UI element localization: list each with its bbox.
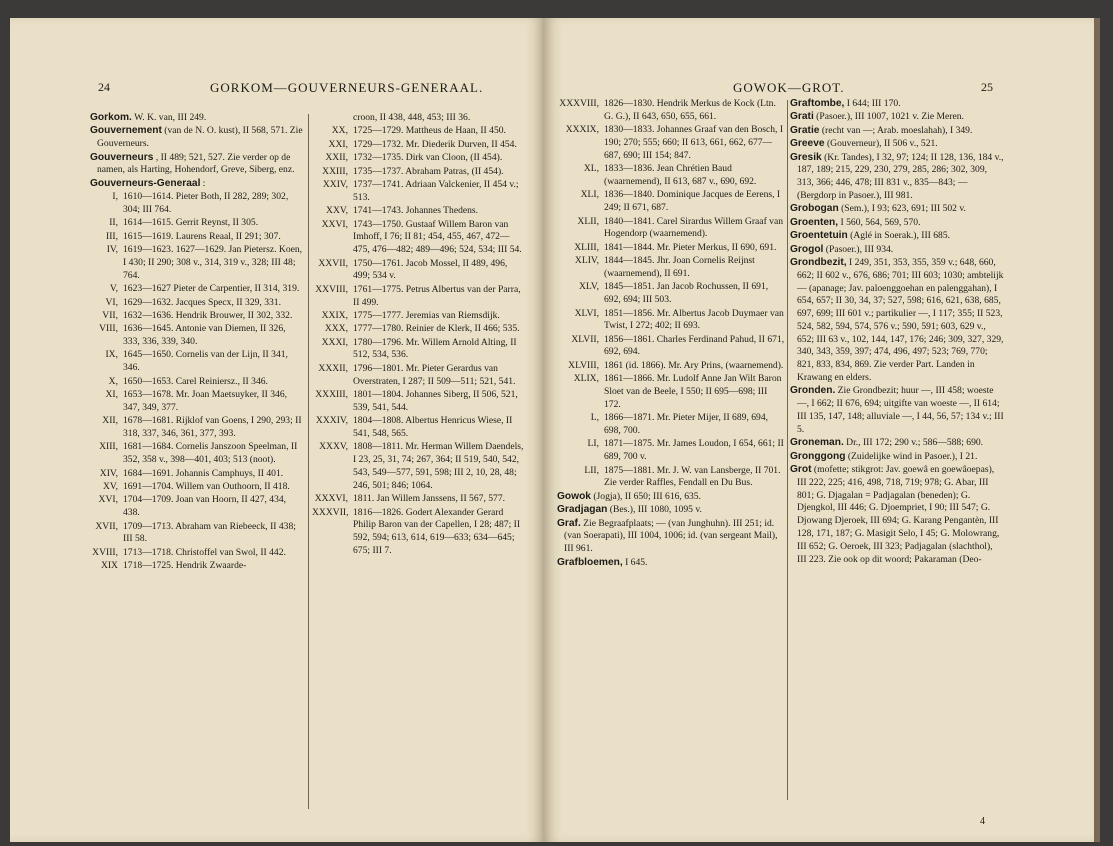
- governor-text: 1775—1777. Jeremias van Riemsdijk.: [353, 309, 500, 321]
- ordinal-number: XXVI,: [321, 218, 348, 230]
- left-page: [10, 18, 543, 842]
- entry-head: Groneman.: [790, 437, 844, 449]
- governor-text: 1836—1840. Dominique Jacques de Eerens, I 249; II 671, 687.: [604, 189, 781, 214]
- governor-text: 1833—1836. Jean Chrétien Baud (waarnemend), II 613, 687 v., 690, 692.: [604, 163, 757, 187]
- entry-text: (Jogja), II 650; III 616, 635.: [590, 490, 702, 502]
- entry-head: Grogol: [790, 243, 824, 255]
- ordinal-number: XLIX,: [573, 373, 599, 385]
- ordinal-number: XXIX,: [321, 309, 348, 321]
- index-entry: [90, 112, 304, 125]
- right-page: [543, 18, 1100, 842]
- governor-text: 1636—1645. Antonie van Diemen, II 326, 333, 336, 339, 340.: [123, 323, 286, 348]
- ordinal-number: XXXIX,: [565, 124, 599, 136]
- running-header-right: GOWOK—GROT.: [733, 80, 845, 95]
- governor-text: 1777—1780. Reinier de Klerk, II 466; 535.: [353, 323, 520, 335]
- index-entry: [557, 504, 785, 517]
- governor-entry: [557, 334, 785, 360]
- ordinal-number: XXIV,: [322, 178, 348, 190]
- governor-text: 1681—1684. Cornelis Janszoon Speelman, II 352, 358 v., 398—401, 403; 513 (noot).: [123, 441, 298, 466]
- ordinal-number: V,: [109, 283, 118, 295]
- entry-text: I 249, 351, 353, 355, 359 v.; 648, 660, 662; II 602 v., 676, 686; 701; III 603; 1030; ambtelijk — (apanage; Jav. paloenggoehan en palenggahan), I 654, 657; II 30, 34, 37; 527, 598; 616, 621, 638, 685, 697, 699; III 601 v.; partikulier —, I 117; 355; II 523, 524, 582, 594, 574, 576 v.; 590, 591; 603, 629 v., 652; III 63 v., 102, 144, 147, 176; 246; 309, 327, 329, 340, 343, 359, 397; 474, 496, 497; 523; 769, 770; 821, 833, 834, 869. Zie verder Part. Landen in Krawang en elders.: [797, 256, 1004, 384]
- right-column-2: [790, 98, 1004, 567]
- ordinal-number: XLIII,: [574, 241, 599, 253]
- index-entry: [790, 257, 1004, 385]
- governor-text: 1725—1729. Mattheus de Haan, II 450.: [353, 125, 506, 137]
- governor-text: 1653—1678. Mr. Joan Maetsuyker, II 346, 347, 349, 377.: [123, 389, 288, 413]
- governor-entry: [90, 494, 304, 520]
- governor-entry: [90, 349, 304, 375]
- ordinal-number: XXXVII,: [312, 506, 349, 518]
- entry-text: (Bes.), III 1080, 1095 v.: [607, 504, 702, 516]
- index-entry: [557, 557, 785, 570]
- entry-head: Gresik: [790, 151, 822, 163]
- index-entry: [790, 230, 1004, 243]
- governor-entry: [90, 310, 304, 323]
- entry-text: , II 489; 521, 527. Zie verder op de namen, als Harting, Hohendorf, Greve, Siberg, enz.: [97, 151, 295, 176]
- governor-text: 1750—1761. Jacob Mossel, II 489, 496, 499; 534 v.: [353, 257, 508, 282]
- governor-entry: [557, 438, 785, 464]
- ordinal-number: X,: [108, 375, 118, 387]
- entry-head: Gradjagan: [557, 504, 608, 516]
- ordinal-number: XIV,: [99, 467, 118, 479]
- governor-entry: [90, 521, 304, 547]
- governor-text: 1704—1709. Joan van Hoorn, II 427, 434, 438.: [123, 494, 287, 519]
- ordinal-number: XXXV,: [319, 441, 348, 453]
- entry-head: Gouvernement: [90, 125, 162, 137]
- governor-entry: [312, 166, 524, 179]
- index-entry: [790, 98, 1004, 111]
- governor-text: 1741—1743. Johannes Thedens.: [353, 205, 479, 217]
- left-column-2: [312, 112, 524, 558]
- entry-text: Zie Begraafplaats; — (van Junghuhn). III 251; id. (van Soerapati), III 1004, 1006; id. (van sergeant Mail), III 961.: [564, 517, 778, 555]
- ordinal-number: LI,: [587, 438, 599, 450]
- continuation-line: [312, 112, 524, 125]
- governor-text: 1619—1623. 1627—1629. Jan Pietersz. Koen, I 430; II 290; 308 v., 314, 319 v., 328; III 48; 764.: [123, 244, 303, 281]
- governor-text: 1761—1775. Petrus Albertus van der Parra, II 499.: [353, 283, 521, 308]
- page-number-left: 24: [98, 80, 110, 94]
- governor-entry: [312, 493, 524, 506]
- ordinal-number: XLII,: [577, 215, 599, 227]
- governor-entry: [312, 323, 524, 336]
- governor-entry: [90, 217, 304, 230]
- entry-text: :: [200, 177, 206, 189]
- governor-entry: [90, 283, 304, 296]
- governor-text: 1615—1619. Laurens Reaal, II 291; 307.: [123, 230, 281, 242]
- entry-head: Groentetuin: [790, 230, 848, 242]
- governor-text: 1684—1691. Johannis Camphuys, II 401.: [123, 467, 284, 479]
- governor-text: 1678—1681. Rijklof van Goens, I 290, 293; II 318, 337, 346, 361, 377, 393.: [123, 415, 302, 440]
- index-entry: [790, 464, 1004, 566]
- entry-text: Zie Grondbezit; huur —, III 458; woeste —, I 662; II 676, 694; uitgifte van woeste —, II 614; III 135, 147, 148; alluviale —, I 44, 56, 57; 134 v.; III 5.: [797, 385, 1004, 435]
- ordinal-number: XV,: [102, 481, 118, 492]
- ordinal-number: XLI,: [580, 189, 599, 201]
- index-entry: [790, 203, 1004, 216]
- ordinal-number: XLVII,: [571, 333, 599, 345]
- index-entry: [90, 178, 304, 191]
- right-column-1: [557, 98, 785, 570]
- entry-text: (van de N. O. kust), II 568, 571. Zie Gouverneurs.: [97, 125, 303, 150]
- ordinal-number: XXIII,: [322, 165, 348, 177]
- governor-entry: [90, 244, 304, 282]
- entry-head: Graftombe,: [790, 98, 845, 109]
- entry-text: (Kr. Tandes), I 32, 97; 124; II 128, 136, 184 v., 187, 189; 215, 229, 230, 279, 285, 286; 302, 309, 313, 366; 446, 478; III 831 v., 835—843; — (Bergdorp in Pasoer.), III 981.: [797, 151, 1004, 201]
- entry-head: Grafbloemen,: [557, 556, 623, 568]
- governor-entry: [312, 363, 524, 389]
- ordinal-number: VI,: [105, 296, 118, 308]
- governor-text: 1801—1804. Johannes Siberg, II 506, 521, 539, 541, 544.: [353, 389, 518, 413]
- governor-text: 1816—1826. Godert Alexander Gerard Philip Baron van der Capellen, I 28; 487; II 592, 594; 613, 614, 619—633; 634—645; 675; III 7.: [353, 506, 521, 556]
- governor-text: 1871—1875. Mr. James Loudon, I 654, 661; II 689, 700 v.: [604, 438, 784, 463]
- index-entry: [557, 491, 785, 504]
- continuation-text: croon, II 438, 448, 453; III 36.: [353, 112, 471, 123]
- governor-entry: [312, 219, 524, 257]
- governor-entry: [557, 373, 785, 411]
- governor-text: 1844—1845. Jhr. Joan Cornelis Reijnst (waarnemend), II 691.: [604, 255, 755, 279]
- entry-text: I 560, 564, 569, 570.: [838, 216, 921, 228]
- ordinal-number: XVII,: [95, 520, 118, 532]
- entry-head: Graf.: [557, 517, 581, 529]
- entry-text: (Gouverneur), II 506 v., 521.: [824, 138, 938, 150]
- governor-entry: [312, 441, 524, 492]
- governor-entry: [90, 191, 304, 217]
- entry-head: Greeve: [790, 138, 825, 150]
- governor-entry: [90, 231, 304, 244]
- running-header-left: GORKOM—GOUVERNEURS-GENERAAL.: [210, 80, 484, 95]
- governor-text: 1729—1732. Mr. Diederik Durven, II 454.: [353, 138, 517, 150]
- entry-text: (recht van —; Arab. moeslahah), I 349.: [819, 124, 973, 136]
- ordinal-number: XXVIII,: [315, 283, 348, 295]
- governor-text: 1610—1614. Pieter Both, II 282, 289; 302, 304; III 764.: [123, 191, 289, 215]
- governor-text: 1623—1627 Pieter de Carpentier, II 314, 319.: [123, 283, 300, 295]
- governor-text: 1735—1737. Abraham Patras, (II 454).: [353, 165, 504, 177]
- column-divider-left: [308, 114, 309, 809]
- index-entry: [790, 111, 1004, 124]
- governor-text: 1645—1650. Cornelis van der Lijn, II 341, 346.: [123, 349, 288, 374]
- index-entry: [790, 217, 1004, 230]
- governor-entry: [90, 389, 304, 415]
- governor-text: 1718—1725. Hendrik Zwaarde-: [123, 560, 247, 572]
- entry-text: (Zuidelijke wind in Pasoer.), I 21.: [845, 450, 978, 462]
- ordinal-number: LII,: [584, 464, 599, 476]
- entry-text: (Sem.), I 93; 623, 691; III 502 v.: [838, 203, 966, 215]
- ordinal-number: XXV,: [326, 205, 348, 217]
- entry-text: I 645.: [622, 556, 648, 568]
- entry-head: Grondbezit,: [790, 256, 847, 268]
- governor-text: 1709—1713. Abraham van Riebeeck, II 438; III 58.: [123, 520, 296, 545]
- governor-text: 1650—1653. Carel Reiniersz., II 346.: [123, 375, 268, 387]
- governor-text: 1851—1856. Mr. Albertus Jacob Duymaer van Twist, I 272; 402; II 693.: [604, 307, 784, 332]
- ordinal-number: III,: [106, 230, 118, 242]
- governor-entry: [312, 337, 524, 363]
- ordinal-number: XII,: [102, 415, 118, 427]
- ordinal-number: XLVIII,: [568, 359, 599, 371]
- governor-entry: [312, 284, 524, 310]
- ordinal-number: XVIII,: [92, 546, 118, 558]
- governor-text: 1804—1808. Albertus Henricus Wiese, II 541, 548, 565.: [353, 415, 513, 440]
- entry-head: Gowok: [557, 490, 591, 502]
- ordinal-number: XLVI,: [574, 307, 599, 319]
- governor-text: 1743—1750. Gustaaf Willem Baron van Imhoff, I 76; II 81; 454, 455, 467, 472—475, 476—482; 489—496; 524, 534; III 54.: [353, 218, 522, 256]
- governor-entry: [557, 242, 785, 255]
- governor-entry: [312, 125, 524, 138]
- column-divider-right: [787, 100, 788, 800]
- governor-text: 1856—1861. Charles Ferdinand Pahud, II 671, 692, 694.: [604, 333, 785, 358]
- governor-entry: [90, 468, 304, 481]
- ordinal-number: VII,: [102, 309, 118, 321]
- index-entry: [790, 451, 1004, 464]
- governor-entry: [557, 360, 785, 373]
- entry-head: Groenten,: [790, 216, 839, 228]
- governor-entry: [312, 310, 524, 323]
- governor-entry: [90, 323, 304, 349]
- governor-text: 1691—1704. Willem van Outhoorn, II 418.: [123, 481, 290, 492]
- entry-head: Grobogan: [790, 203, 839, 215]
- signature-mark: 4: [980, 816, 985, 827]
- governor-entry: [557, 216, 785, 242]
- governor-entry: [557, 465, 785, 491]
- governor-text: 1713—1718. Christoffel van Swol, II 442.: [123, 546, 286, 558]
- governor-text: 1737—1741. Adriaan Valckenier, II 454 v.; 513.: [353, 178, 519, 203]
- entry-text: Dr., III 172; 290 v.; 586—588; 690.: [843, 437, 984, 449]
- ordinal-number: IV,: [106, 244, 118, 256]
- ordinal-number: XXXVI,: [314, 493, 348, 505]
- ordinal-number: XXXI,: [321, 336, 348, 348]
- governor-text: 1629—1632. Jacques Specx, II 329, 331.: [123, 296, 282, 308]
- governor-entry: [312, 139, 524, 152]
- entry-text: (mofette; stikgrot: Jav. goewâ en goewâoepas), III 222, 225; 416, 498, 718, 719; 978; G. Abar, III 801; G. Djagalan = Padjagalan (beneden); G. Djengkol, III 446; G. Djoempriet, I 90; III 547; G. Djowang Djeroek, III 694; G. Karang Pengantèn, III 128, 171, 187; G. Masigit Selo, I 45; G. Molowrang, III 652; G. Oeroek, III 323; Padjagalan (slachthol), III 223. Zie ook op dit woord; Pakaraman (Deo-: [797, 464, 1000, 565]
- governor-entry: [312, 389, 524, 415]
- governor-entry: [557, 163, 785, 189]
- ordinal-number: XXVII,: [318, 257, 348, 269]
- ordinal-number: XXII,: [325, 152, 348, 164]
- governor-text: 1614—1615. Gerrit Reynst, II 305.: [123, 217, 259, 229]
- entry-head: Gronggong: [790, 450, 846, 462]
- ordinal-number: XL,: [583, 163, 599, 175]
- page-number-right: 25: [981, 80, 993, 94]
- entry-head: Grati: [790, 111, 814, 123]
- governor-entry: [90, 560, 304, 573]
- ordinal-number: XLIV,: [574, 255, 599, 267]
- governor-text: 1780—1796. Mr. Willem Arnold Alting, II 512, 534, 536.: [353, 336, 517, 361]
- governor-text: 1796—1801. Mr. Pieter Gerardus van Overstraten, I 287; II 509—511; 521, 541.: [353, 362, 516, 387]
- ordinal-number: IX,: [105, 349, 118, 361]
- ordinal-number: XXXII,: [318, 362, 348, 374]
- ordinal-number: XX,: [331, 125, 348, 137]
- governor-entry: [90, 376, 304, 389]
- governor-entry: [312, 205, 524, 218]
- governor-entry: [557, 281, 785, 307]
- ordinal-number: XVI,: [98, 494, 118, 506]
- index-entry: [90, 125, 304, 151]
- ordinal-number: L,: [590, 412, 599, 424]
- governor-text: 1866—1871. Mr. Pieter Mijer, II 689, 694, 698, 700.: [604, 412, 769, 437]
- governor-entry: [90, 547, 304, 560]
- governor-text: 1830—1833. Johannes Graaf van den Bosch, I 190; 270; 555; 660; II 613, 661, 662, 677—687, 690; III 154; 847.: [604, 124, 784, 161]
- book-edge: [1094, 18, 1100, 842]
- ordinal-number: XXXVIII,: [559, 98, 599, 109]
- governor-text: 1875—1881. Mr. J. W. van Lansberge, II 701. Zie verder Raffles, Fendall en Du Bus.: [604, 464, 781, 489]
- index-entry: [557, 518, 785, 556]
- index-entry: [790, 138, 1004, 151]
- governor-text: 1632—1636. Hendrik Brouwer, II 302, 332.: [123, 309, 293, 321]
- entry-text: W. K. van, III 249.: [131, 112, 207, 123]
- index-entry: [790, 385, 1004, 436]
- ordinal-number: XIII,: [99, 441, 118, 453]
- entry-head: Gratie: [790, 124, 820, 136]
- governor-entry: [312, 258, 524, 284]
- entry-head: Gorkom.: [90, 112, 132, 123]
- governor-text: 1841—1844. Mr. Pieter Merkus, II 690, 691.: [604, 241, 777, 253]
- governor-text: 1811. Jan Willem Janssens, II 567, 577.: [353, 493, 506, 505]
- ordinal-number: XIX: [100, 560, 118, 572]
- governor-entry: [90, 441, 304, 467]
- governor-entry: [557, 412, 785, 438]
- index-entry: [790, 152, 1004, 203]
- index-entry: [790, 244, 1004, 257]
- governor-entry: [90, 297, 304, 310]
- governor-entry: [312, 415, 524, 441]
- ordinal-number: XXI,: [328, 138, 348, 150]
- governor-text: 1732—1735. Dirk van Cloon, (II 454).: [353, 152, 503, 164]
- governor-text: 1861 (id. 1866). Mr. Ary Prins, (waarnemend).: [604, 359, 784, 371]
- governor-text: 1808—1811. Mr. Herman Willem Daendels, I 23, 25, 31, 74; 267, 364; II 519, 540, 542, 543, 549—577, 591, 598; III 2, 10, 28, 48; 246, 501; 846; 1064.: [353, 441, 524, 491]
- governor-entry: [557, 189, 785, 215]
- governor-text: 1845—1851. Jan Jacob Rochussen, II 691, 692, 694; III 503.: [604, 281, 769, 306]
- ordinal-number: XXXIV,: [315, 415, 348, 427]
- left-column-1: [90, 112, 304, 574]
- governor-entry: [557, 124, 785, 162]
- index-entry: [90, 152, 304, 178]
- governor-entry: [90, 481, 304, 494]
- entry-text: (Pasoer.), III 934.: [823, 243, 894, 255]
- entry-head: Gouverneurs: [90, 151, 154, 163]
- ordinal-number: VIII,: [99, 323, 118, 335]
- governor-text: 1826—1830. Hendrik Merkus de Kock (Ltn. G. G.), II 643, 650, 655, 661.: [604, 98, 776, 122]
- index-entry: [790, 437, 1004, 450]
- entry-text: (Aglé in Soerak.), III 685.: [847, 230, 951, 242]
- entry-head: Gronden.: [790, 385, 836, 397]
- governor-entry: [557, 255, 785, 281]
- ordinal-number: XXXIII,: [315, 389, 348, 401]
- ordinal-number: I,: [112, 191, 118, 203]
- governor-entry: [557, 308, 785, 334]
- governor-entry: [312, 152, 524, 165]
- ordinal-number: XXX,: [324, 323, 348, 335]
- ordinal-number: II,: [109, 217, 118, 229]
- ordinal-number: XLV,: [579, 281, 599, 293]
- governor-entry: [90, 415, 304, 441]
- governor-entry: [312, 507, 524, 558]
- governor-text: 1840—1841. Carel Sirardus Willem Graaf van Hogendorp (waarnemend).: [604, 215, 784, 240]
- entry-head: Gouverneurs-Generaal: [90, 177, 201, 189]
- entry-text: (Pasoer.), III 1007, 1021 v. Zie Meren.: [813, 111, 964, 123]
- governor-entry: [312, 179, 524, 205]
- entry-head: Grot: [790, 464, 812, 476]
- governor-entry: [557, 98, 785, 124]
- entry-text: I 644; III 170.: [844, 98, 901, 109]
- ordinal-number: XI,: [105, 389, 118, 401]
- governor-text: 1861—1866. Mr. Ludolf Anne Jan Wilt Baron Sloet van de Beele, I 550; II 695—698; III 172.: [604, 373, 782, 410]
- index-entry: [790, 125, 1004, 138]
